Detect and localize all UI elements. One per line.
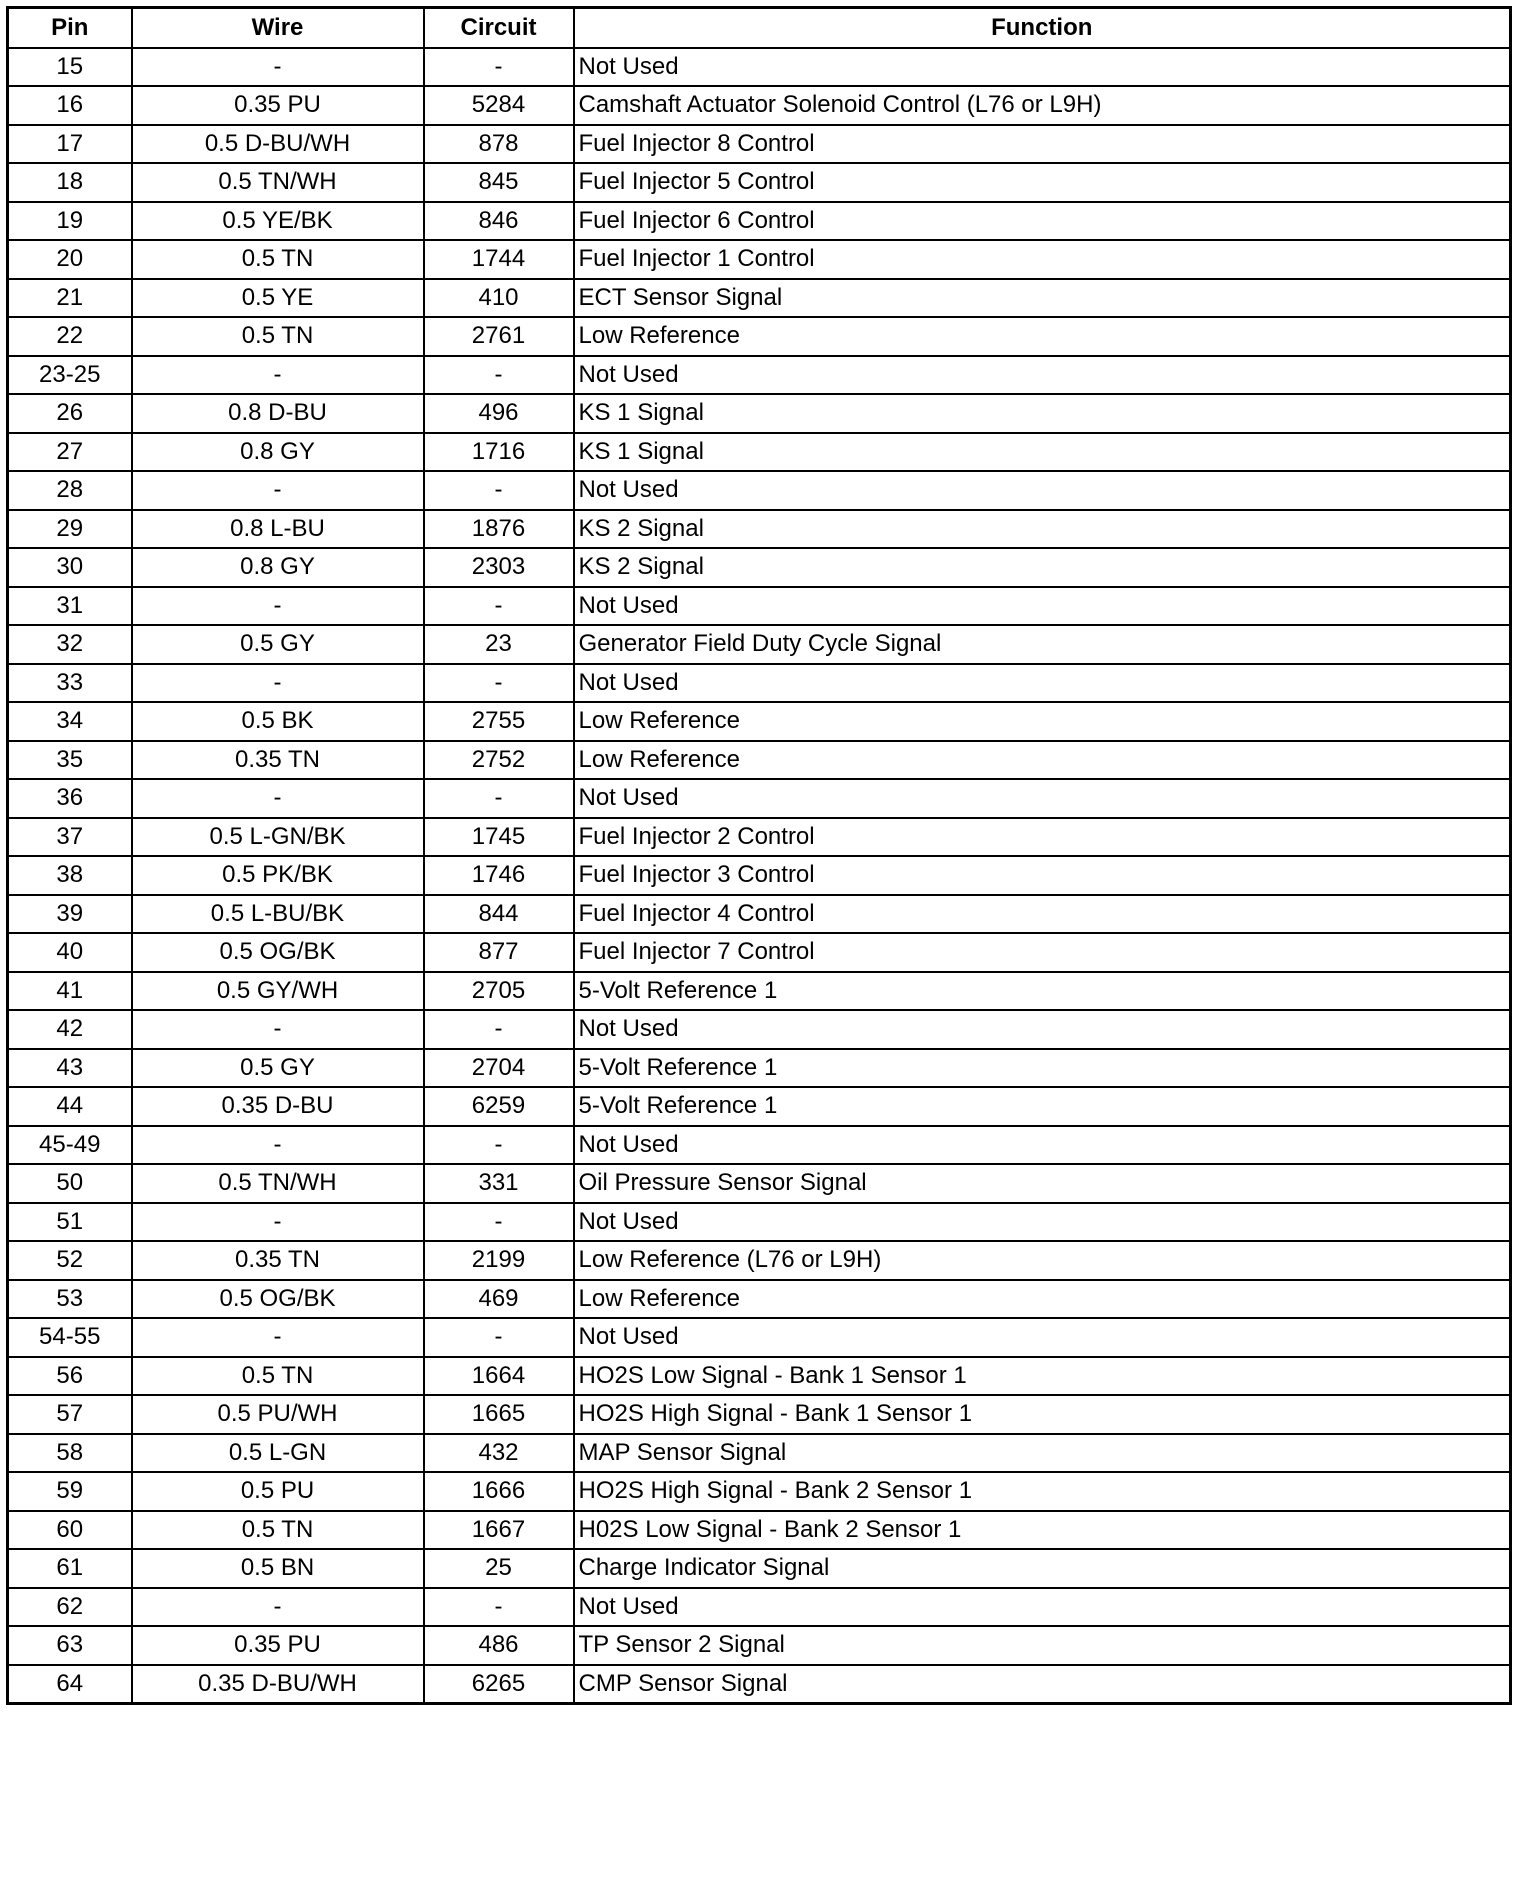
wire-column-header: Wire <box>132 8 424 48</box>
table-row <box>8 625 1511 664</box>
table-row <box>8 125 1511 164</box>
wire-cell: - <box>132 356 424 395</box>
wire-cell: 0.35 PU <box>132 1626 424 1665</box>
wire-cell: - <box>132 1203 424 1242</box>
wire-cell: 0.8 GY <box>132 433 424 472</box>
wire-cell: 0.35 TN <box>132 741 424 780</box>
circuit-cell: 1716 <box>424 433 574 472</box>
table-row <box>8 240 1511 279</box>
table-row <box>8 1395 1511 1434</box>
circuit-cell: 2303 <box>424 548 574 587</box>
circuit-cell: 1666 <box>424 1472 574 1511</box>
wire-cell: 0.35 TN <box>132 1241 424 1280</box>
wire-cell: 0.5 YE/BK <box>132 202 424 241</box>
circuit-cell: 2752 <box>424 741 574 780</box>
pin-cell: 58 <box>8 1434 132 1473</box>
circuit-cell: - <box>424 1126 574 1165</box>
circuit-cell: 877 <box>424 933 574 972</box>
function-column-header: Function <box>574 8 1511 48</box>
function-cell: KS 1 Signal <box>574 394 1511 433</box>
wire-cell: - <box>132 48 424 87</box>
table-row <box>8 1588 1511 1627</box>
wire-cell: 0.5 GY <box>132 1049 424 1088</box>
table-row <box>8 394 1511 433</box>
function-cell: KS 1 Signal <box>574 433 1511 472</box>
wire-cell: 0.5 GY/WH <box>132 972 424 1011</box>
pin-cell: 56 <box>8 1357 132 1396</box>
function-cell: H02S Low Signal - Bank 2 Sensor 1 <box>574 1511 1511 1550</box>
pin-cell: 22 <box>8 317 132 356</box>
pin-cell: 35 <box>8 741 132 780</box>
pin-cell: 43 <box>8 1049 132 1088</box>
function-cell: Not Used <box>574 1010 1511 1049</box>
wire-cell: 0.5 PU/WH <box>132 1395 424 1434</box>
wire-cell: 0.8 L-BU <box>132 510 424 549</box>
circuit-cell: 5284 <box>424 86 574 125</box>
circuit-cell: - <box>424 356 574 395</box>
pin-cell: 42 <box>8 1010 132 1049</box>
pin-cell: 60 <box>8 1511 132 1550</box>
pin-cell: 27 <box>8 433 132 472</box>
function-cell: Fuel Injector 6 Control <box>574 202 1511 241</box>
wire-cell: - <box>132 1318 424 1357</box>
connector-pinout-table <box>6 6 1512 1705</box>
pin-cell: 26 <box>8 394 132 433</box>
function-cell: MAP Sensor Signal <box>574 1434 1511 1473</box>
circuit-cell: 6259 <box>424 1087 574 1126</box>
pin-cell: 34 <box>8 702 132 741</box>
wire-cell: 0.35 D-BU <box>132 1087 424 1126</box>
header-row <box>8 8 1511 48</box>
table-row <box>8 471 1511 510</box>
circuit-cell: - <box>424 1588 574 1627</box>
table-row <box>8 1472 1511 1511</box>
table-row <box>8 779 1511 818</box>
circuit-cell: 1876 <box>424 510 574 549</box>
function-cell: Not Used <box>574 1588 1511 1627</box>
pin-cell: 17 <box>8 125 132 164</box>
function-cell: Low Reference (L76 or L9H) <box>574 1241 1511 1280</box>
pin-cell: 15 <box>8 48 132 87</box>
pin-cell: 50 <box>8 1164 132 1203</box>
circuit-cell: 432 <box>424 1434 574 1473</box>
circuit-cell: 845 <box>424 163 574 202</box>
circuit-cell: - <box>424 471 574 510</box>
table-row <box>8 48 1511 87</box>
pin-cell: 29 <box>8 510 132 549</box>
function-cell: HO2S High Signal - Bank 2 Sensor 1 <box>574 1472 1511 1511</box>
wire-cell: 0.5 TN <box>132 317 424 356</box>
table-header <box>8 8 1511 48</box>
circuit-cell: 1745 <box>424 818 574 857</box>
wire-cell: 0.5 TN/WH <box>132 163 424 202</box>
function-cell: Not Used <box>574 587 1511 626</box>
function-cell: Camshaft Actuator Solenoid Control (L76 or L9H) <box>574 86 1511 125</box>
pin-cell: 16 <box>8 86 132 125</box>
table-row <box>8 933 1511 972</box>
pin-cell: 36 <box>8 779 132 818</box>
pin-cell: 44 <box>8 1087 132 1126</box>
function-cell: 5-Volt Reference 1 <box>574 1049 1511 1088</box>
function-cell: Fuel Injector 1 Control <box>574 240 1511 279</box>
function-cell: 5-Volt Reference 1 <box>574 972 1511 1011</box>
pin-cell: 39 <box>8 895 132 934</box>
wire-cell: 0.5 TN <box>132 240 424 279</box>
wire-cell: 0.5 L-GN/BK <box>132 818 424 857</box>
circuit-cell: 2704 <box>424 1049 574 1088</box>
circuit-cell: 469 <box>424 1280 574 1319</box>
function-cell: Fuel Injector 5 Control <box>574 163 1511 202</box>
wire-cell: 0.5 YE <box>132 279 424 318</box>
wire-cell: - <box>132 779 424 818</box>
wire-cell: 0.5 OG/BK <box>132 1280 424 1319</box>
wire-cell: - <box>132 1126 424 1165</box>
table-body <box>8 48 1511 1704</box>
function-cell: 5-Volt Reference 1 <box>574 1087 1511 1126</box>
table-row <box>8 510 1511 549</box>
table-row <box>8 1126 1511 1165</box>
function-cell: Not Used <box>574 664 1511 703</box>
table-row <box>8 1164 1511 1203</box>
pin-cell: 53 <box>8 1280 132 1319</box>
circuit-cell: - <box>424 1010 574 1049</box>
wire-cell: 0.5 TN <box>132 1357 424 1396</box>
circuit-cell: 2705 <box>424 972 574 1011</box>
wire-cell: - <box>132 664 424 703</box>
table-row <box>8 317 1511 356</box>
wire-cell: 0.35 D-BU/WH <box>132 1665 424 1704</box>
table-row <box>8 972 1511 1011</box>
wire-cell: - <box>132 1588 424 1627</box>
pin-cell: 28 <box>8 471 132 510</box>
pin-column-header: Pin <box>8 8 132 48</box>
pin-cell: 19 <box>8 202 132 241</box>
function-cell: Fuel Injector 8 Control <box>574 125 1511 164</box>
circuit-cell: 486 <box>424 1626 574 1665</box>
function-cell: Not Used <box>574 779 1511 818</box>
function-cell: Fuel Injector 2 Control <box>574 818 1511 857</box>
function-cell: Not Used <box>574 1203 1511 1242</box>
table-row <box>8 1010 1511 1049</box>
pin-cell: 41 <box>8 972 132 1011</box>
wire-cell: 0.5 PU <box>132 1472 424 1511</box>
pin-cell: 45-49 <box>8 1126 132 1165</box>
table-row <box>8 1087 1511 1126</box>
table-row <box>8 741 1511 780</box>
circuit-cell: - <box>424 48 574 87</box>
function-cell: Fuel Injector 4 Control <box>574 895 1511 934</box>
pin-cell: 63 <box>8 1626 132 1665</box>
circuit-cell: 1665 <box>424 1395 574 1434</box>
table-row <box>8 1203 1511 1242</box>
function-cell: Low Reference <box>574 702 1511 741</box>
table-row <box>8 1511 1511 1550</box>
table-row <box>8 1049 1511 1088</box>
function-cell: Not Used <box>574 471 1511 510</box>
wire-cell: 0.5 L-GN <box>132 1434 424 1473</box>
table-row <box>8 163 1511 202</box>
wire-cell: - <box>132 587 424 626</box>
wire-cell: 0.5 BN <box>132 1549 424 1588</box>
table-row <box>8 1665 1511 1704</box>
table-row <box>8 1280 1511 1319</box>
circuit-cell: 2199 <box>424 1241 574 1280</box>
pin-cell: 21 <box>8 279 132 318</box>
circuit-column-header: Circuit <box>424 8 574 48</box>
pin-cell: 38 <box>8 856 132 895</box>
table-row <box>8 1434 1511 1473</box>
pin-cell: 57 <box>8 1395 132 1434</box>
circuit-cell: 2761 <box>424 317 574 356</box>
circuit-cell: 1667 <box>424 1511 574 1550</box>
wire-cell: 0.5 TN/WH <box>132 1164 424 1203</box>
table-row <box>8 856 1511 895</box>
pin-cell: 64 <box>8 1665 132 1704</box>
wire-cell: 0.5 GY <box>132 625 424 664</box>
table-row <box>8 702 1511 741</box>
function-cell: Generator Field Duty Cycle Signal <box>574 625 1511 664</box>
function-cell: Not Used <box>574 1318 1511 1357</box>
table-row <box>8 664 1511 703</box>
wire-cell: 0.35 PU <box>132 86 424 125</box>
pin-cell: 62 <box>8 1588 132 1627</box>
circuit-cell: 878 <box>424 125 574 164</box>
table-row <box>8 1318 1511 1357</box>
circuit-cell: 844 <box>424 895 574 934</box>
function-cell: Low Reference <box>574 317 1511 356</box>
table-row <box>8 1241 1511 1280</box>
circuit-cell: - <box>424 664 574 703</box>
wire-cell: - <box>132 471 424 510</box>
pin-cell: 33 <box>8 664 132 703</box>
circuit-cell: 331 <box>424 1164 574 1203</box>
function-cell: HO2S High Signal - Bank 1 Sensor 1 <box>574 1395 1511 1434</box>
circuit-cell: 496 <box>424 394 574 433</box>
pin-cell: 20 <box>8 240 132 279</box>
function-cell: Fuel Injector 3 Control <box>574 856 1511 895</box>
function-cell: Oil Pressure Sensor Signal <box>574 1164 1511 1203</box>
function-cell: Low Reference <box>574 741 1511 780</box>
function-cell: KS 2 Signal <box>574 510 1511 549</box>
table-row <box>8 818 1511 857</box>
wire-cell: 0.8 D-BU <box>132 394 424 433</box>
circuit-cell: - <box>424 1318 574 1357</box>
table-row <box>8 548 1511 587</box>
wire-cell: 0.5 OG/BK <box>132 933 424 972</box>
wire-cell: 0.8 GY <box>132 548 424 587</box>
table-row <box>8 1549 1511 1588</box>
circuit-cell: 2755 <box>424 702 574 741</box>
function-cell: Fuel Injector 7 Control <box>574 933 1511 972</box>
wire-cell: 0.5 L-BU/BK <box>132 895 424 934</box>
pin-cell: 32 <box>8 625 132 664</box>
circuit-cell: - <box>424 1203 574 1242</box>
circuit-cell: 1664 <box>424 1357 574 1396</box>
table-row <box>8 587 1511 626</box>
pin-cell: 37 <box>8 818 132 857</box>
circuit-cell: - <box>424 587 574 626</box>
wire-cell: 0.5 PK/BK <box>132 856 424 895</box>
wire-cell: - <box>132 1010 424 1049</box>
circuit-cell: 1744 <box>424 240 574 279</box>
pin-cell: 40 <box>8 933 132 972</box>
function-cell: KS 2 Signal <box>574 548 1511 587</box>
table-row <box>8 202 1511 241</box>
wire-cell: 0.5 D-BU/WH <box>132 125 424 164</box>
function-cell: Low Reference <box>574 1280 1511 1319</box>
function-cell: Not Used <box>574 1126 1511 1165</box>
pin-cell: 18 <box>8 163 132 202</box>
table-row <box>8 86 1511 125</box>
pin-cell: 54-55 <box>8 1318 132 1357</box>
circuit-cell: 846 <box>424 202 574 241</box>
circuit-cell: 23 <box>424 625 574 664</box>
pin-cell: 61 <box>8 1549 132 1588</box>
table-row <box>8 1626 1511 1665</box>
wire-cell: 0.5 BK <box>132 702 424 741</box>
circuit-cell: 6265 <box>424 1665 574 1704</box>
pin-cell: 59 <box>8 1472 132 1511</box>
circuit-cell: 1746 <box>424 856 574 895</box>
pin-cell: 52 <box>8 1241 132 1280</box>
table-row <box>8 895 1511 934</box>
function-cell: Not Used <box>574 356 1511 395</box>
wire-cell: 0.5 TN <box>132 1511 424 1550</box>
table-row <box>8 1357 1511 1396</box>
table-row <box>8 279 1511 318</box>
circuit-cell: - <box>424 779 574 818</box>
pin-cell: 23-25 <box>8 356 132 395</box>
table-row <box>8 433 1511 472</box>
circuit-cell: 25 <box>424 1549 574 1588</box>
pin-cell: 51 <box>8 1203 132 1242</box>
function-cell: HO2S Low Signal - Bank 1 Sensor 1 <box>574 1357 1511 1396</box>
pin-cell: 30 <box>8 548 132 587</box>
function-cell: TP Sensor 2 Signal <box>574 1626 1511 1665</box>
function-cell: Not Used <box>574 48 1511 87</box>
function-cell: ECT Sensor Signal <box>574 279 1511 318</box>
table-row <box>8 356 1511 395</box>
pin-cell: 31 <box>8 587 132 626</box>
function-cell: CMP Sensor Signal <box>574 1665 1511 1704</box>
function-cell: Charge Indicator Signal <box>574 1549 1511 1588</box>
circuit-cell: 410 <box>424 279 574 318</box>
